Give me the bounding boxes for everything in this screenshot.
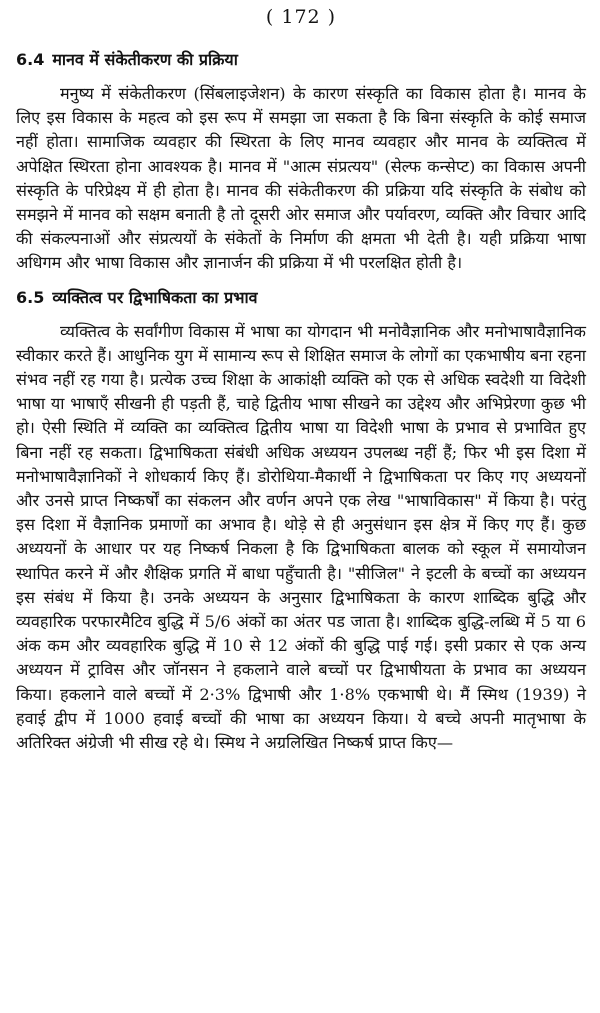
section-6-4 xyxy=(16,48,586,276)
section-paragraph: मनुष्य में संकेतीकरण (सिंबलाइजेशन) के कारण संस्कृति का विकास होता है। मानव के लिए इस विकास के महत्व को इस रूप में समझा जा सकता है कि बिना संस्कृति के कोई समाज नहीं होता। सामाजिक व्यवहार की स्थिरता के लिए मानव व्यवहार और मानव के व्यक्तित्व में अपेक्षित स्थिरता होना आवश्यक है। मानव में "आत्म संप्रत्यय" (सेल्फ कन्सेप्ट) का विकास अपनी संस्कृति के परिप्रेक्ष्य में ही होता है। मानव की संकेतीकरण की प्रक्रिया यदि संस्कृति के संबोध को समझने में मानव को सक्षम बनाती है तो दूसरी ओर समाज और पर्यावरण, व्यक्ति और विचार आदि की संकल्पनाओं और संप्रत्ययों के संकेतों के निर्माण की क्षमता भी देती है। यही प्रक्रिया भाषा अधिगम और भाषा विकास और ज्ञानार्जन की प्रक्रिया में भी परलक्षित होती है। xyxy=(16,84,586,273)
section-heading xyxy=(16,286,586,310)
section-paragraph: व्यक्तित्व के सर्वांगीण विकास में भाषा का योगदान भी मनोवैज्ञानिक और मनोभाषावैज्ञानिक स्वीकार करते हैं। आधुनिक युग में सामान्य रूप से शिक्षित समाज के लोगों का एकभाषीय बना रहना संभव नहीं रह गया है। प्रत्येक उच्च शिक्षा के आकांक्षी व्यक्ति को एक से अधिक स्वदेशी या विदेशी भाषा या भाषाएँ सीखनी ही पड़ती हैं, चाहे द्वितीय भाषा सीखने का उद्देश्य और अभिप्रेरणा कुछ भी हो। ऐसी स्थिति में व्यक्ति का व्यक्तित्व द्वितीय भाषा या विदेशी भाषा के प्रभाव से प्रभावित हुए बिना नहीं रह सकता। द्विभाषिकता संबंधी अधिक अध्ययन उपलब्ध नहीं हैं; फिर भी इस दिशा में मनोभाषावैज्ञानिकों ने शोधकार्य किए हैं। डोरोथिया-मैकार्थी ने द्विभाषिकता पर किए गए अध्ययनों और उनसे प्राप्त निष्कर्षों का संकलन और वर्णन अपने एक लेख "भाषाविकास" में किया है। परंतु इस दिशा में वैज्ञानिक प्रमाणों का अभाव है। थोड़े से ही अनुसंधान इस क्षेत्र में किए गए हैं। कुछ अध्ययनों के आधार पर यह निष्कर्ष निकला है कि द्विभाषिकता बालक को स्कूल में समायोजन स्थापित करने में और शैक्षिक प्रगति में बाधा पहुँचाती है। "सीजिल" ने इटली के बच्चों का अध्ययन इस संबंध में किया है। उनके अध्ययन के अनुसार द्विभाषिकता के कारण शाब्दिक बुद्धि और व्यवहारिक परफारमैटिव बुद्धि में 5/6 अंकों का अंतर पड जाता है। शाब्दिक बुद्धि-लब्धि में 5 या 6 अंक कम और व्यवहारिक बुद्धि में 10 से 12 अंकों की बुद्धि पाई गई। इसी प्रकार से एक अन्य अध्ययन में ट्राविस और जॉनसन ने हकलाने वाले बच्चों पर द्विभाषीयता के प्रभाव का अध्ययन किया। हकलाने वाले बच्चों में 2·3% द्विभाषी और 1·8% एकभाषी थे। मैं स्मिथ (1939) ने हवाई द्वीप में 1000 हवाई बच्चों की भाषा का अध्ययन किया। ये बच्चे अपनी मातृभाषा के अतिरिक्त अंग्रेजी भी सीख रहे थे। स्मिथ ने अग्रलिखित निष्कर्ष प्राप्त किए— xyxy=(16,321,586,753)
section-number: 6.4 xyxy=(16,50,45,69)
section-heading xyxy=(16,48,586,72)
section-number: 6.5 xyxy=(16,287,45,307)
section-6-5 xyxy=(16,286,586,756)
section-title: मानव में संकेतीकरण की प्रक्रिया xyxy=(52,50,238,69)
section-title: व्यक्तित्व पर द्विभाषिकता का प्रभाव xyxy=(52,287,258,307)
page-number: ( 172 ) xyxy=(265,6,337,28)
